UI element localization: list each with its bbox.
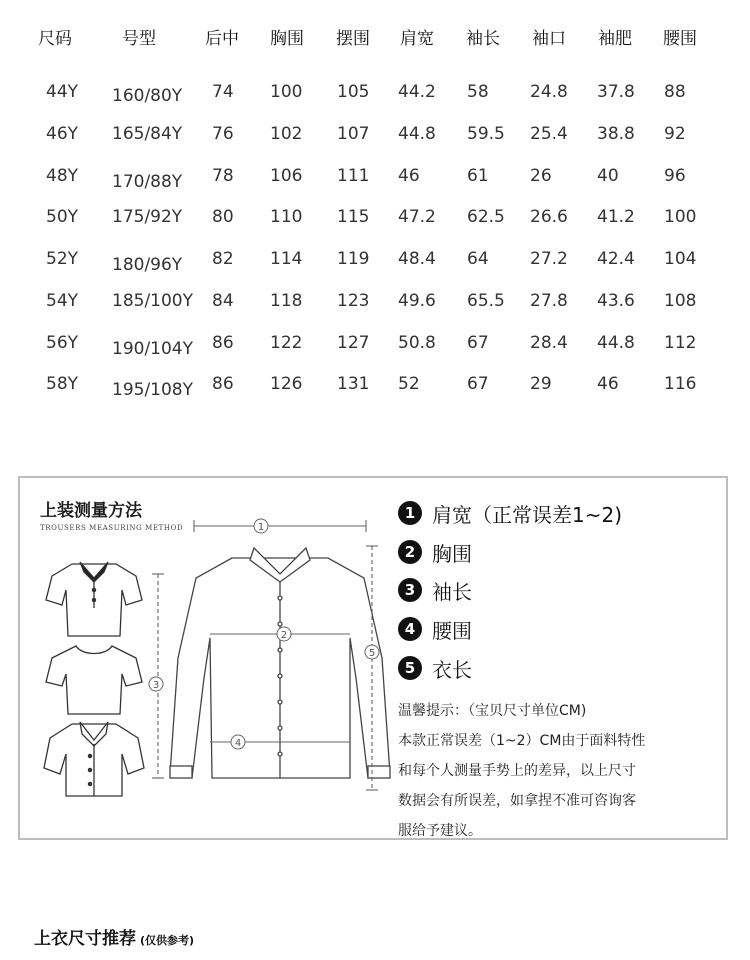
table-cell: 65.5 (467, 291, 505, 311)
header-sleeve-length: 袖长 (466, 29, 500, 49)
svg-text:2: 2 (280, 630, 288, 641)
table-row (0, 207, 750, 237)
table-row (0, 124, 750, 154)
legend-number-4: 4 (398, 617, 422, 641)
legend-number-3: 3 (398, 578, 422, 602)
table-cell: 185/100Y (112, 291, 194, 311)
table-cell: 74 (212, 82, 234, 102)
table-cell: 27.2 (530, 249, 568, 269)
legend-item-length (398, 653, 472, 683)
tip-line: 服给予建议。 (398, 823, 482, 839)
table-cell: 107 (337, 124, 370, 144)
table-cell: 67 (467, 374, 489, 394)
table-cell: 170/88Y (112, 172, 183, 192)
table-cell: 190/104Y (112, 339, 194, 359)
table-cell: 46 (597, 374, 619, 394)
table-row (0, 291, 750, 321)
table-cell: 112 (664, 333, 697, 353)
tip-line: 温馨提示：（宝贝尺寸单位CM) (398, 703, 587, 719)
svg-text:3: 3 (152, 680, 160, 691)
table-cell: 119 (337, 249, 370, 269)
table-cell: 110 (270, 207, 303, 227)
table-cell: 105 (337, 82, 370, 102)
table-cell: 123 (337, 291, 370, 311)
marker-1 (254, 519, 268, 533)
table-cell: 96 (664, 166, 686, 186)
table-cell: 47.2 (398, 207, 436, 227)
table-cell: 102 (270, 124, 303, 144)
table-row (0, 82, 750, 112)
care-tip (398, 696, 718, 846)
shirt-icon (44, 722, 144, 796)
table-cell: 100 (270, 82, 303, 102)
table-row (0, 374, 750, 404)
table-cell: 52 (398, 374, 420, 394)
legend-item-shoulder (398, 498, 622, 528)
size-table-header (0, 24, 750, 54)
table-cell: 116 (664, 374, 697, 394)
marker-2 (277, 627, 291, 641)
table-cell: 59.5 (467, 124, 505, 144)
table-cell: 86 (212, 374, 234, 394)
table-cell: 37.8 (597, 82, 635, 102)
table-cell: 195/108Y (112, 380, 194, 400)
table-cell: 131 (337, 374, 370, 394)
table-cell: 114 (270, 249, 303, 269)
table-cell: 48.4 (398, 249, 436, 269)
table-cell: 44.2 (398, 82, 436, 102)
header-back-length: 后中 (205, 29, 239, 49)
table-cell: 25.4 (530, 124, 568, 144)
svg-text:1: 1 (257, 522, 265, 533)
table-cell: 160/80Y (112, 86, 183, 106)
header-shoulder: 肩宽 (400, 29, 434, 49)
legend-label-sleeve: 袖长 (432, 579, 472, 604)
table-cell: 76 (212, 124, 234, 144)
legend-number-2: 2 (398, 540, 422, 564)
table-cell: 50.8 (398, 333, 436, 353)
table-cell: 24.8 (530, 82, 568, 102)
table-cell: 108 (664, 291, 697, 311)
panel-title: 上装测量方法 (40, 501, 142, 521)
table-cell: 180/96Y (112, 255, 183, 275)
table-cell: 92 (664, 124, 686, 144)
svg-text:5: 5 (368, 648, 376, 659)
table-cell: 41.2 (597, 207, 635, 227)
table-cell: 78 (212, 166, 234, 186)
table-cell: 62.5 (467, 207, 505, 227)
table-cell: 84 (212, 291, 234, 311)
table-cell: 64 (467, 249, 489, 269)
table-cell: 28.4 (530, 333, 568, 353)
table-cell: 175/92Y (112, 207, 183, 227)
table-cell: 43.6 (597, 291, 635, 311)
table-cell: 56Y (46, 333, 79, 353)
header-waist: 腰围 (663, 29, 697, 49)
legend-label-waist: 腰围 (432, 618, 472, 643)
header-cuff: 袖口 (532, 29, 566, 49)
table-cell: 44.8 (398, 124, 436, 144)
table-cell: 127 (337, 333, 370, 353)
panel-subtitle: TROUSERS MEASURING METHOD (40, 524, 184, 532)
table-cell: 54Y (46, 291, 79, 311)
table-cell: 86 (212, 333, 234, 353)
table-cell: 40 (597, 166, 619, 186)
header-hem: 摆围 (336, 29, 370, 49)
size-recommendation-title (34, 924, 194, 949)
table-cell: 106 (270, 166, 303, 186)
table-cell: 48Y (46, 166, 79, 186)
table-cell: 58 (467, 82, 489, 102)
table-cell: 50Y (46, 207, 79, 227)
table-cell: 26 (530, 166, 552, 186)
table-row (0, 166, 750, 196)
legend-label-chest: 胸围 (432, 541, 472, 566)
table-cell: 27.8 (530, 291, 568, 311)
table-cell: 115 (337, 207, 370, 227)
legend-item-chest (398, 537, 472, 567)
table-cell: 29 (530, 374, 552, 394)
table-cell: 82 (212, 249, 234, 269)
table-cell: 61 (467, 166, 489, 186)
polo-shirt-icon (46, 562, 142, 636)
tshirt-icon (46, 646, 142, 714)
header-bicep: 袖肥 (598, 29, 632, 49)
table-cell: 46 (398, 166, 420, 186)
table-cell: 52Y (46, 249, 79, 269)
tip-line: 本款正常误差（1~2）CM由于面料特性 (398, 733, 646, 749)
table-cell: 49.6 (398, 291, 436, 311)
table-cell: 44.8 (597, 333, 635, 353)
legend-number-1: 1 (398, 501, 422, 525)
legend-number-5: 5 (398, 656, 422, 680)
marker-5 (365, 645, 379, 659)
table-cell: 100 (664, 207, 697, 227)
svg-text:4: 4 (234, 738, 242, 749)
table-cell: 80 (212, 207, 234, 227)
tip-line: 和每个人测量手势上的差异，以上尺寸 (398, 763, 636, 779)
table-cell: 38.8 (597, 124, 635, 144)
recommendation-note: (仅供参考) (140, 934, 195, 947)
measuring-method-panel (18, 476, 728, 840)
tip-line: 数据会有所误差，如拿捏不准可咨询客 (398, 793, 636, 809)
header-chest: 胸围 (270, 29, 304, 49)
table-cell: 118 (270, 291, 303, 311)
table-cell: 26.6 (530, 207, 568, 227)
legend-label-length: 衣长 (432, 657, 472, 682)
legend-item-sleeve (398, 575, 472, 605)
table-cell: 111 (337, 166, 370, 186)
marker-3 (149, 677, 163, 691)
table-cell: 42.4 (597, 249, 635, 269)
table-cell: 165/84Y (112, 124, 183, 144)
table-cell: 88 (664, 82, 686, 102)
table-row (0, 333, 750, 363)
table-cell: 58Y (46, 374, 79, 394)
header-size: 尺码 (38, 29, 72, 49)
legend-label-shoulder: 肩宽（正常误差1~2) (432, 502, 623, 527)
recommendation-heading: 上衣尺寸推荐 (34, 929, 136, 949)
marker-4 (231, 735, 245, 749)
table-cell: 46Y (46, 124, 79, 144)
table-cell: 44Y (46, 82, 79, 102)
table-cell: 122 (270, 333, 303, 353)
table-row (0, 249, 750, 279)
table-cell: 67 (467, 333, 489, 353)
long-sleeve-shirt-drawing (170, 548, 390, 778)
table-cell: 126 (270, 374, 303, 394)
header-model: 号型 (122, 29, 156, 49)
table-cell: 104 (664, 249, 697, 269)
legend-item-waist (398, 614, 472, 644)
